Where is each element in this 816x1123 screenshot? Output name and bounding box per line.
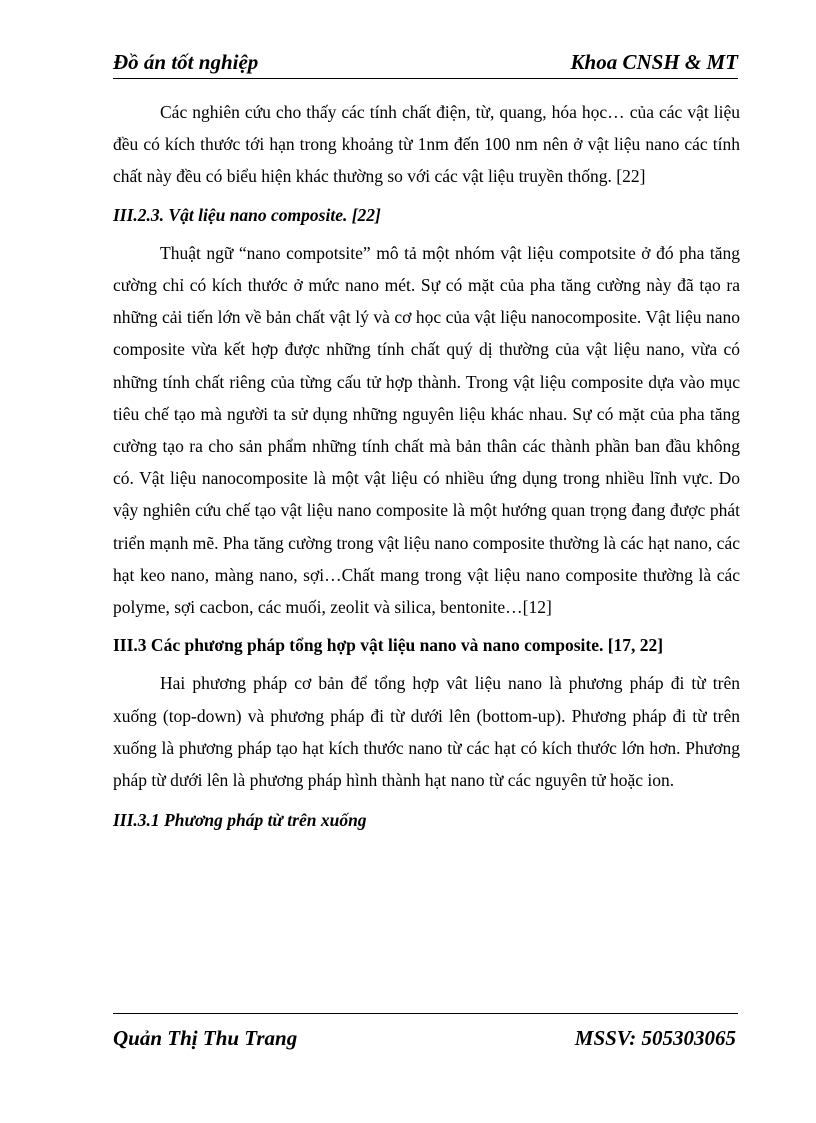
- footer-author: Quản Thị Thu Trang: [113, 1026, 298, 1050]
- page-content: [113, 96, 740, 836]
- paragraph-nano-composite: Thuật ngữ “nano compotsite” mô tả một nhóm vật liệu compotsite ở đó pha tăng cường chỉ có kích thước ở mức nano mét. Sự có mặt của pha tăng cường này đã tạo ra những cải tiến lớn về bản chất vật lý và cơ học của vật liệu nanocomposite. Vật liệu nano composite vừa kết hợp được những tính chất quý dị thường của vật liệu nano, vừa có những tính chất riêng của từng cấu tử hợp thành. Trong vật liệu composite dựa vào mục tiêu chế tạo mà người ta sử dụng những nguyên liệu khác nhau. Sự có mặt của pha tăng cường tạo ra cho sản phẩm những tính chất mà bản thân các thành phần ban đầu không có. Vật liệu nanocomposite là một vật liệu có nhiều ứng dụng trong nhiều lĩnh vực. Do vậy nghiên cứu chế tạo vật liệu nano composite là một hướng quan trọng đang được phát triển mạnh mẽ. Pha tăng cường trong vật liệu nano composite thường là các hạt nano, các hạt keo nano, màng nano, sợi…Chất mang trong vật liệu nano composite thường là các polyme, sợi cacbon, các muối, zeolit và silica, bentonite…[12]: [113, 242, 740, 618]
- footer-student-id: MSSV: 505303065: [574, 1026, 736, 1050]
- page-header: [113, 46, 738, 79]
- paragraph-synthesis-methods: Hai phương pháp cơ bản để tổng hợp vât liệu nano là phương pháp đi từ trên xuống (top-down) và phương pháp đi từ dưới lên (bottom-up). Phương pháp đi từ trên xuống là phương pháp tạo hạt kích thước nano từ các hạt có kích thước lớn hơn. Phương pháp từ dưới lên là phương pháp hình thành hạt nano từ các nguyên tử hoặc ion.: [113, 673, 740, 791]
- header-thesis-title: Đồ án tốt nghiệp: [113, 50, 259, 74]
- paragraph-nano-properties: Các nghiên cứu cho thấy các tính chất điện, từ, quang, hóa học… của các vật liệu đều có kích thước tới hạn trong khoảng từ 1nm đến 100 nm nên ở vật liệu nano các tính chất này đều có biểu hiện khác thường so với các vật liệu truyền thống. [22]: [113, 102, 740, 187]
- heading-nano-composite: III.2.3. Vật liệu nano composite. [22]: [113, 204, 381, 225]
- heading-synthesis-methods: III.3 Các phương pháp tổng hợp vật liệu nano và nano composite. [17, 22]: [113, 635, 664, 656]
- footer-divider: [113, 1013, 738, 1014]
- header-faculty: Khoa CNSH & MT: [570, 50, 738, 74]
- heading-top-down: III.3.1 Phương pháp từ trên xuống: [113, 810, 367, 831]
